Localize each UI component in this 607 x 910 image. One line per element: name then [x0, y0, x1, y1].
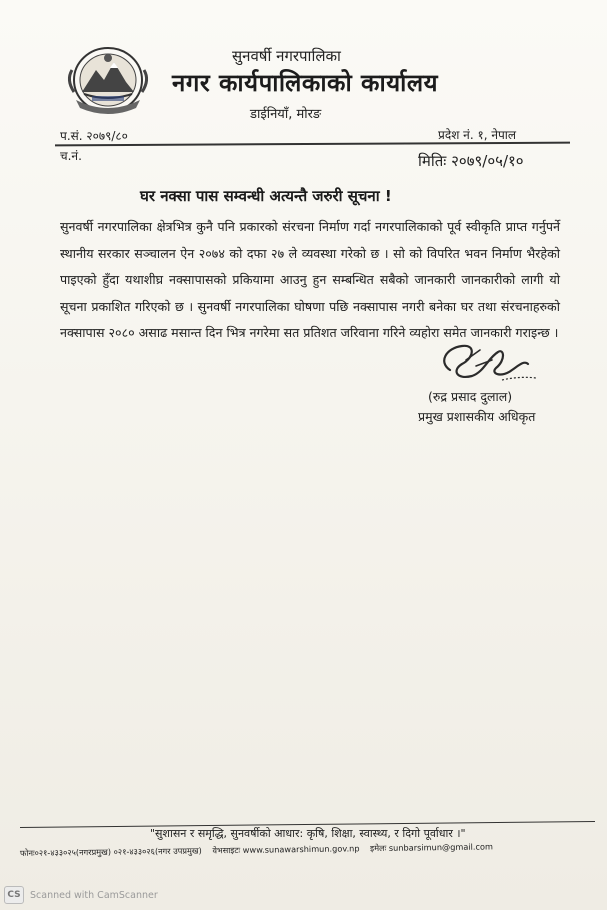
- dispatch-number: च.नं.: [60, 149, 82, 163]
- footer-contacts: [20, 840, 605, 859]
- signatory-title: प्रमुख प्रशासकीय अधिकृत: [418, 409, 536, 424]
- province-label: प्रदेश नं. १, नेपाल: [438, 128, 517, 142]
- footer-email[interactable]: इमेलः sunbarsimun@gmail.com: [370, 841, 494, 854]
- municipality-emblem-icon: [62, 40, 154, 122]
- header-divider: [55, 142, 570, 147]
- footer-website[interactable]: वेभसाइटः www.sunawarshimun.gov.np: [212, 843, 360, 856]
- notice-body: सुनवर्षी नगरपालिका क्षेत्रभित्र कुनै पनि प्रकारको संरचना निर्माण गर्दा नगरपालिकाको पूर्व स्वीकृति प्राप्त गर्नुपर्ने स्थानीय सरकार सञ्चालन ऐन २०७४ को दफा २७ ले व्यवस्था गरेको छ । सो को विपरित भवन निर्माण भैरहेको पाइएको हुँदा यथाशीघ्र नक्सापासको प्रकियामा आउनु हुन सम्बन्धित सबैको जानकारी जानकारीको लागी यो सूचना प्रकाशित गरिएको छ । सुनवर्षी नगरपालिका घोषणा पछि नक्सापास नगरी बनेका घर तथा संरचनाहरुको नक्सापास २०८० असाढ मसान्त दिन भित्र नगरेमा सत प्रतिशत जरिवाना गरिने व्यहोरा समेत जानकारी गराइन्छ ।: [60, 219, 560, 340]
- signatory-name: (रुद्र प्रसाद दुलाल): [428, 389, 513, 404]
- footer-slogan: "सुशासन र समृद्धि, सुनवर्षीको आधार: कृषि, शिक्षा, स्वास्थ्य, र दिगो पूर्वाधार ।": [150, 827, 466, 840]
- camscanner-label: Scanned with CamScanner: [30, 889, 158, 901]
- footer-phone: फोनः०२१-४३३०२५(नगरप्रमुख) ०२१-४३३०२६(नगर उपप्रमुख): [19, 845, 202, 858]
- municipality-name: सुनवर्षी नगरपालिका: [232, 47, 341, 65]
- office-address: डाईनियाँ, मोरङ: [250, 107, 322, 122]
- office-name: नगर कार्यपालिकाको कार्यालय: [172, 69, 439, 97]
- camscanner-logo-icon: CS: [4, 886, 24, 904]
- notice-title: घर नक्सा पास सम्वन्धी अत्यन्तै जरुरी सूचना !: [140, 187, 392, 205]
- signature-icon: [432, 340, 542, 392]
- camscanner-watermark: [4, 885, 158, 905]
- letter-date: मितिः २०७९/०५/१०: [418, 152, 524, 170]
- reference-number: प.सं. २०७९/८०: [60, 129, 128, 143]
